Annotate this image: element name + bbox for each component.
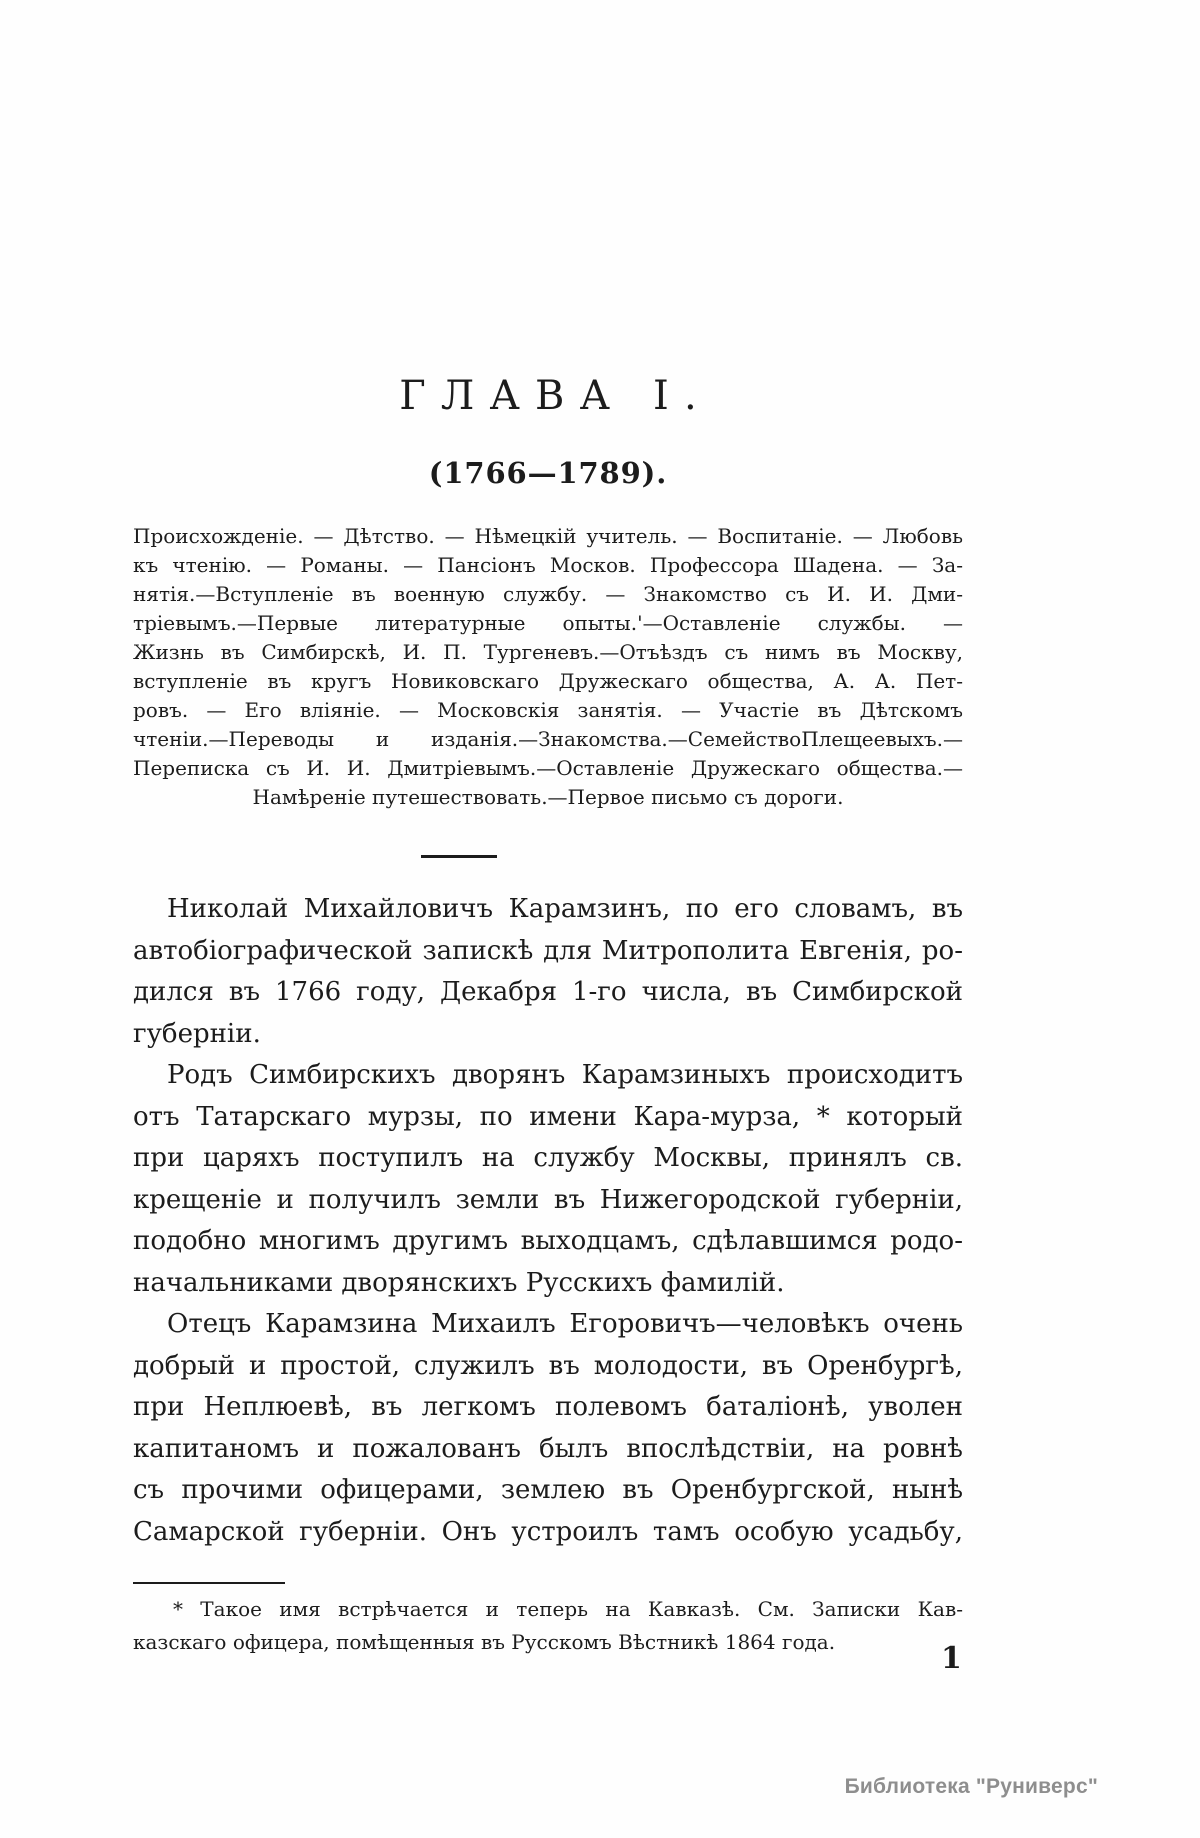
- body-line: губерніи.: [133, 1018, 261, 1049]
- body-line: Николай Михайловичъ Карамзинъ, по его словамъ, въ: [167, 894, 963, 924]
- summary-line: тріевымъ.—Первые литературные опыты.'—Оставленіе службы. —: [133, 611, 963, 635]
- chapter-summary: [133, 522, 963, 812]
- body-line: при царяхъ поступилъ на службу Москвы, принялъ св.: [133, 1143, 963, 1173]
- body-line: съ прочими офицерами, землею въ Оренбургской, нынѣ: [133, 1475, 963, 1505]
- chapter-title: ГЛАВА I.: [399, 373, 712, 419]
- summary-line: Намѣреніе путешествовать.—Первое письмо съ дороги.: [252, 785, 844, 809]
- body-line: отъ Татарскаго мурзы, по имени Кара-мурза, * который: [133, 1101, 963, 1132]
- body-line: подобно многимъ другимъ выходцамъ, сдѣлавшимся родо-: [133, 1226, 963, 1256]
- body-line: автобіографической запискѣ для Митрополита Евгенія, ро-: [133, 935, 963, 966]
- summary-line: ровъ. — Его вліяніе. — Московскія занятія. — Участіе въ Дѣтскомъ: [133, 698, 963, 722]
- body-line: начальниками дворянскихъ Русскихъ фамилій.: [133, 1267, 785, 1298]
- summary-line: чтеніи.—Переводы и изданія.—Знакомства.—СемействоПлещеевыхъ.—: [133, 727, 963, 751]
- footnote-line: * Такое имя встрѣчается и теперь на Кавказѣ. См. Записки Кав-: [173, 1597, 963, 1621]
- body-line: добрый и простой, служилъ въ молодости, въ Оренбургѣ,: [133, 1350, 963, 1381]
- footnote: [133, 1593, 963, 1659]
- body-line: при Неплюевѣ, въ легкомъ полевомъ баталіонѣ, уволен: [133, 1392, 963, 1422]
- body-line: капитаномъ и пожалованъ былъ впослѣдствіи, на ровнѣ: [133, 1433, 963, 1464]
- section-divider: [421, 855, 497, 858]
- page-number: 1: [941, 1641, 962, 1676]
- body-line: Родъ Симбирскихъ дворянъ Карамзиныхъ происходитъ: [167, 1060, 963, 1090]
- summary-line: Переписка съ И. И. Дмитріевымъ.—Оставленіе Дружескаго общества.—: [133, 756, 963, 780]
- chapter-years: (1766—1789).: [428, 456, 668, 490]
- library-watermark: Библиотека "Руниверс": [844, 1775, 1098, 1798]
- summary-line: нятія.—Вступленіе въ военную службу. — Знакомство съ И. И. Дми-: [133, 582, 963, 606]
- body-line: Самарской губерніи. Онъ устроилъ тамъ особую усадьбу,: [133, 1516, 963, 1547]
- summary-line: вступленіе въ кругъ Новиковскаго Дружескаго общества, А. А. Пет-: [133, 669, 963, 693]
- summary-line: къ чтенію. — Романы. — Пансіонъ Москов. Профессора Шадена. — За-: [133, 553, 963, 577]
- summary-line: Жизнь въ Симбирскѣ, И. П. Тургеневъ.—Отъѣздъ съ нимъ въ Москву,: [133, 640, 963, 664]
- summary-line: Происхожденіе. — Дѣтство. — Нѣмецкій учитель. — Воспитаніе. — Любовь: [133, 524, 963, 548]
- body-line: Отецъ Карамзина Михаилъ Егоровичъ—человѣкъ очень: [167, 1309, 963, 1339]
- footnote-rule: [133, 1582, 285, 1584]
- footnote-line: казскаго офицера, помѣщенныя въ Русскомъ Вѣстникѣ 1864 года.: [133, 1630, 836, 1654]
- chapter-body: [133, 889, 963, 1553]
- body-line: крещеніе и получилъ земли въ Нижегородской губерніи,: [133, 1184, 963, 1215]
- body-line: дился въ 1766 году, Декабря 1-го числа, въ Симбирской: [133, 977, 963, 1007]
